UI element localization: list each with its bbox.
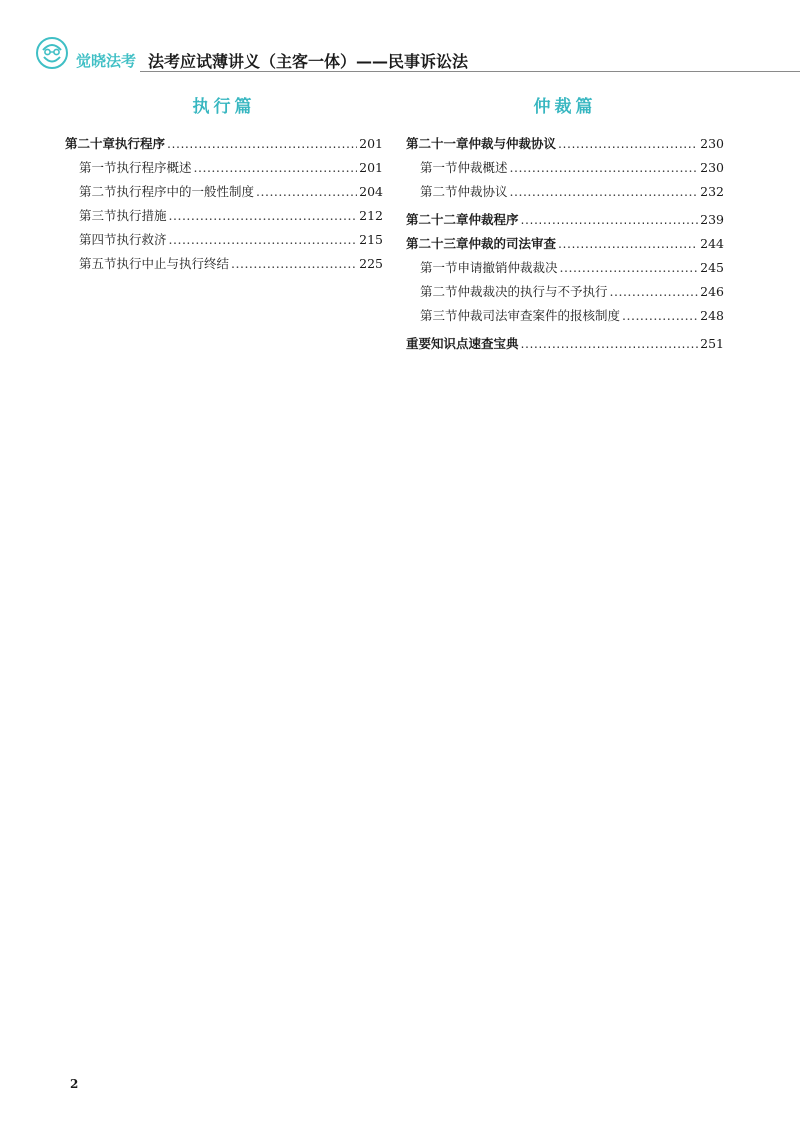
- page-number: 212: [359, 208, 383, 223]
- toc-chapter-entry[interactable]: [406, 232, 724, 256]
- toc-section-entry[interactable]: [406, 280, 724, 304]
- section-title: 执行措施: [116, 208, 167, 223]
- toc-section-entry[interactable]: [65, 204, 383, 228]
- section-title: 仲裁裁决的执行与不予执行: [457, 284, 608, 299]
- toc-section-entry[interactable]: [65, 228, 383, 252]
- page-number: 201: [359, 136, 383, 151]
- part-title-arbitration: 仲裁篇: [533, 97, 597, 117]
- dot-leader: [510, 156, 699, 180]
- page-number: 251: [700, 336, 724, 351]
- header-rule: [140, 71, 800, 72]
- page-number: 230: [700, 136, 724, 151]
- section-title: 仲裁协议: [457, 184, 508, 199]
- section-number: 第五节: [79, 256, 117, 271]
- page-number: 244: [700, 236, 724, 251]
- toc-column-arbitration: [406, 96, 724, 356]
- toc-appendix-entry[interactable]: [406, 332, 724, 356]
- page-number: 201: [359, 160, 383, 175]
- toc-section-entry[interactable]: [65, 156, 383, 180]
- brand-name: 觉晓法考: [76, 52, 137, 70]
- page-header: [0, 0, 800, 80]
- section-number: 第三节: [420, 308, 458, 323]
- section-number: 第一节: [79, 160, 117, 175]
- section-number: 第二节: [420, 284, 458, 299]
- dot-leader: [231, 252, 357, 276]
- toc-section-entry[interactable]: [406, 180, 724, 204]
- appendix-title: 重要知识点速查宝典: [406, 336, 519, 351]
- dot-leader: [560, 256, 699, 280]
- chapter-number: 第二十三章: [406, 236, 469, 251]
- section-title: 执行程序概述: [116, 160, 192, 175]
- dot-leader: [622, 304, 698, 328]
- dot-leader: [610, 280, 699, 304]
- part-title-execution: 执行篇: [192, 97, 256, 117]
- dot-leader: [558, 232, 698, 256]
- chapter-title: 仲裁的司法审查: [468, 236, 557, 251]
- page-number: 215: [359, 232, 383, 247]
- dot-leader: [521, 208, 699, 232]
- section-number: 第二节: [420, 184, 458, 199]
- toc-section-entry[interactable]: [65, 180, 383, 204]
- toc-chapter-entry[interactable]: [65, 132, 383, 156]
- section-number: 第一节: [420, 160, 458, 175]
- toc-chapter-entry[interactable]: [406, 208, 724, 232]
- section-title: 仲裁司法审查案件的报核制度: [457, 308, 621, 323]
- page-number: 225: [359, 256, 383, 271]
- dot-leader: [169, 228, 358, 252]
- section-title: 执行中止与执行终结: [116, 256, 230, 271]
- page-number: 246: [700, 284, 724, 299]
- dot-leader: [194, 156, 358, 180]
- chapter-number: 第二十二章: [406, 212, 469, 227]
- dot-leader: [558, 132, 698, 156]
- section-number: 第四节: [79, 232, 117, 247]
- footer-page-number: 2: [70, 1077, 79, 1091]
- section-number: 第三节: [79, 208, 117, 223]
- dot-leader: [256, 180, 357, 204]
- toc-section-entry[interactable]: [406, 256, 724, 280]
- section-title: 执行救济: [116, 232, 167, 247]
- dot-leader: [169, 204, 358, 228]
- chapter-title: 仲裁程序: [468, 212, 519, 227]
- page-number: 239: [700, 212, 724, 227]
- toc-section-entry[interactable]: [406, 304, 724, 328]
- logo-icon: [35, 36, 69, 70]
- section-title: 申请撤销仲裁裁决: [457, 260, 558, 275]
- chapter-number: 第二十一章: [406, 136, 469, 151]
- page-number: 232: [700, 184, 724, 199]
- section-number: 第一节: [420, 260, 458, 275]
- page-number: 230: [700, 160, 724, 175]
- dot-leader: [167, 132, 357, 156]
- toc-section-entry[interactable]: [65, 252, 383, 276]
- chapter-title: 仲裁与仲裁协议: [468, 136, 557, 151]
- toc-section-entry[interactable]: [406, 156, 724, 180]
- section-title: 执行程序中的一般性制度: [116, 184, 255, 199]
- book-title: 法考应试薄讲义（主客一体）——民事诉讼法: [148, 52, 469, 71]
- page-number: 204: [359, 184, 383, 199]
- dot-leader: [510, 180, 699, 204]
- toc-chapter-entry[interactable]: [406, 132, 724, 156]
- section-title: 仲裁概述: [457, 160, 508, 175]
- dot-leader: [521, 332, 699, 356]
- chapter-number: 第二十章: [65, 136, 116, 151]
- page-number: 248: [700, 308, 724, 323]
- page-number: 245: [700, 260, 724, 275]
- section-number: 第二节: [79, 184, 117, 199]
- chapter-title: 执行程序: [115, 136, 166, 151]
- toc-column-execution: [65, 96, 383, 276]
